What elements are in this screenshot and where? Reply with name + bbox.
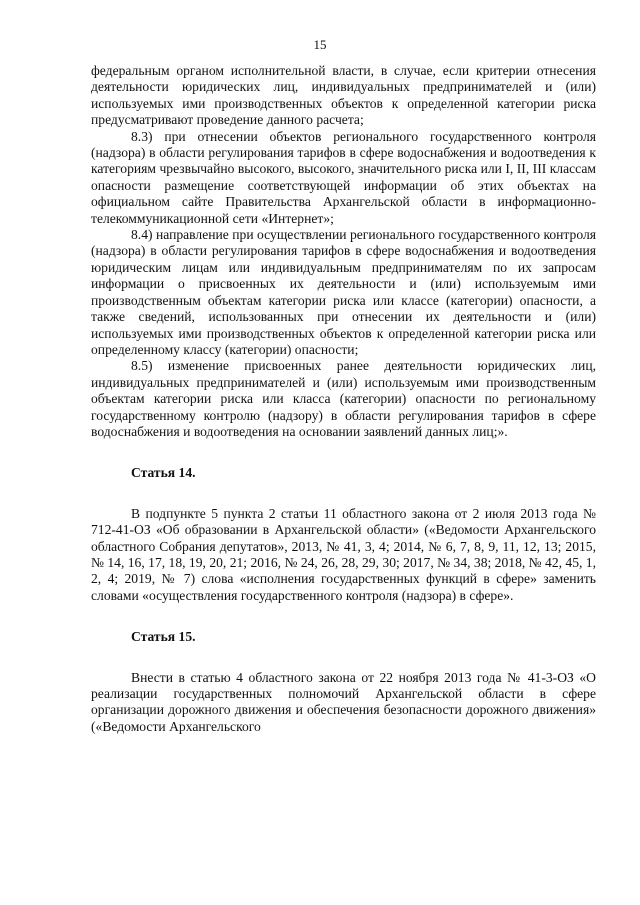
paragraph-8-3: 8.3) при отнесении объектов регионального государственного контроля (надзора) в области регулирования тарифов в сфере водоснабжения и водоотведения к категориям чрезвычайно высокого, высокого, значительного риска или I, II, III классам опасности размещение соответствующей информации об этих объектах на официальном сайте Правительства Архангельской области в информационно-телекоммуникационной сети «Интернет»; (91, 128, 596, 226)
paragraph-continuation: федеральным органом исполнительной власти, в случае, если критерии отнесения деятельности юридических лиц, индивидуальных предпринимателей и (или) используемых ими производственных объектов к определенной категории риска предусматривают проведение данного расчета; (91, 63, 596, 128)
paragraph-8-4: 8.4) направление при осуществлении регионального государственного контроля (надзора) в области регулирования тарифов в сфере водоснабжения и водоотведения юридическим лицам или индивидуальным предпринимателям по их запросам информации о присвоенных их деятельности и (или) используемым ими производственным объектам категории риска или классе (категории) опасности, а также сведений, использованных при отнесении их деятельности и (или) используемых ими производственных объектов к определенной категории риска или определенному классу (категории) опасности; (91, 227, 596, 357)
article-15-text: Внести в статью 4 областного закона от 22 ноября 2013 года № 41-3-ОЗ «О реализации государственных полномочий Архангельской области в сфере организации дорожного движения и обеспечения безопасности дорожного движения» («Ведомости Архангельского (91, 669, 596, 734)
document-body (91, 63, 596, 735)
article-15-heading: Статья 15. (131, 629, 196, 645)
page-number: 15 (313, 37, 327, 52)
paragraph-8-5: 8.5) изменение присвоенных ранее деятельности юридических лиц, индивидуальных предпринимателей и (или) используемым ими производственным объектам категории риска или класса (категории) опасности по региональному государственному контролю (надзору) в области регулирования тарифов в сфере водоснабжения и водоотведения на основании заявлений данных лиц;». (91, 358, 596, 439)
article-14-heading: Статья 14. (131, 465, 196, 481)
article-14-text: В подпункте 5 пункта 2 статьи 11 областного закона от 2 июля 2013 года № 712-41-ОЗ «Об образовании в Архангельской области» («Ведомости Архангельского областного Собрания депутатов», 2013, № 41, 3, 4; 2014, № 6, 7, 8, 9, 11, 12, 13; 2015, № 14, 16, 17, 18, 19, 20, 21; 2016, № 24, 26, 28, 29, 30; 2017, № 34, 38; 2018, № 42, 45, 1, 2, 4; 2019, № 7) слова «исполнения государственных функций в сфере» заменить словами «осуществления государственного контроля (надзора) в сфере». (91, 505, 597, 603)
